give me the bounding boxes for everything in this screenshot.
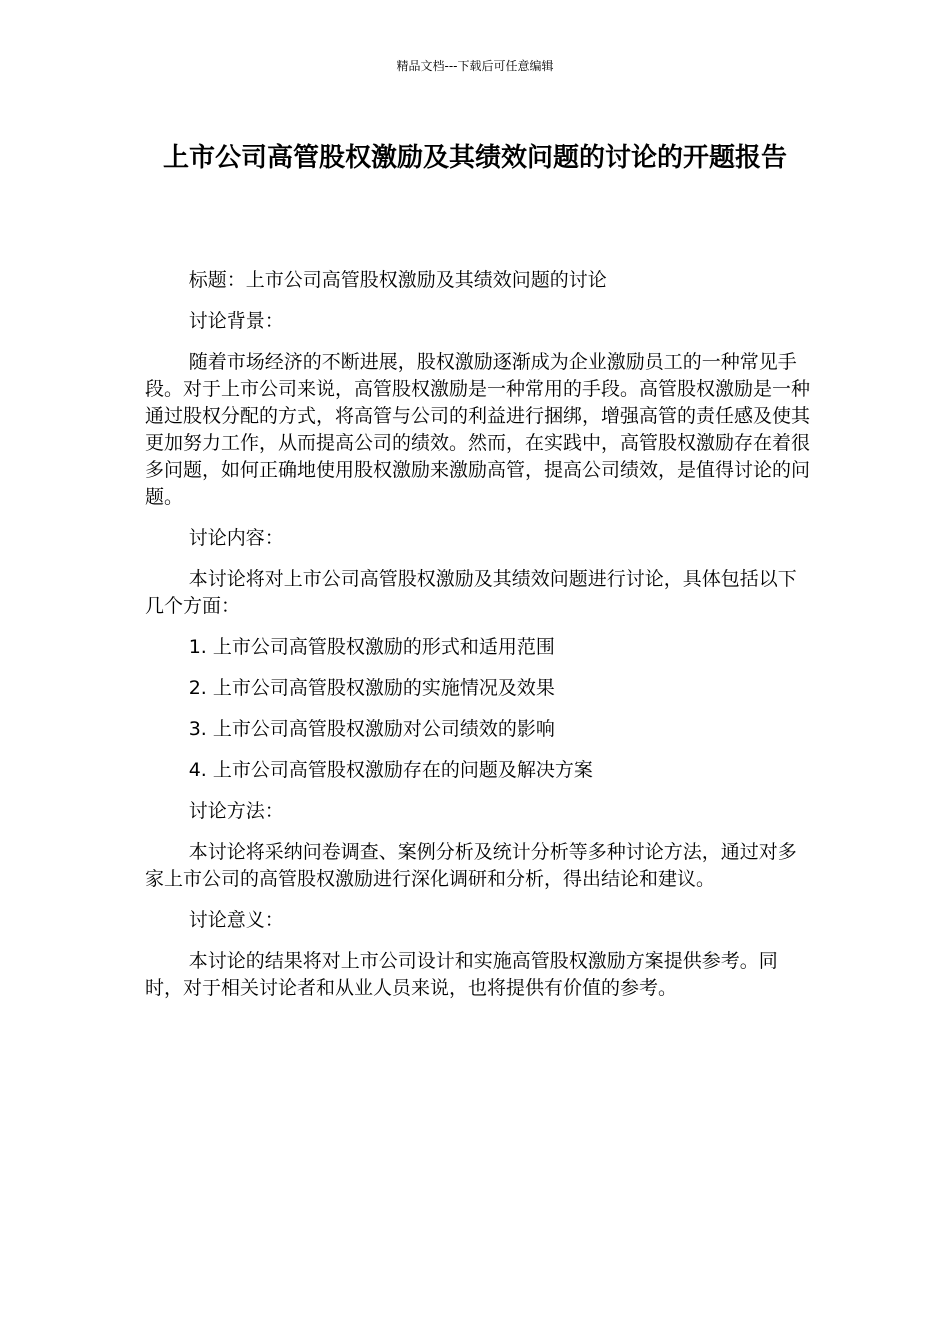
content-heading: 讨论内容： [188,527,284,549]
significance-heading: 讨论意义： [188,909,284,931]
content-list-item: 4. 上市公司高管股权激励存在的问题及解决方案 [188,759,593,781]
method-heading: 讨论方法： [188,800,284,822]
document-title: 上市公司高管股权激励及其绩效问题的讨论的开题报告 [162,143,787,173]
content-intro-paragraph: 本讨论将对上市公司高管股权激励及其绩效问题进行讨论，具体包括以下几个方面： [145,568,797,617]
background-heading: 讨论背景： [188,310,284,332]
content-list-item: 1. 上市公司高管股权激励的形式和适用范围 [188,636,555,658]
background-paragraph: 随着市场经济的不断进展，股权激励逐渐成为企业激励员工的一种常见手段。对于上市公司来说，高管股权激励是一种常用的手段。高管股权激励是一种通过股权分配的方式，将高管与公司的利益进行捆绑，增强高管的责任感及使其更加努力工作，从而提高公司的绩效。然而，在实践中，高管股权激励存在着很多问题，如何正确地使用股权激励来激励高管，提高公司绩效，是值得讨论的问题。 [145,351,811,508]
significance-paragraph: 本讨论的结果将对上市公司设计和实施高管股权激励方案提供参考。同时，对于相关讨论者和从业人员来说，也将提供有价值的参考。 [145,950,778,999]
header-note: 精品文档---下载后可任意编辑 [396,59,554,73]
content-list-item: 3. 上市公司高管股权激励对公司绩效的影响 [188,718,555,740]
content-list-item: 2. 上市公司高管股权激励的实施情况及效果 [188,677,555,699]
subject-line: 标题：上市公司高管股权激励及其绩效问题的讨论 [188,269,607,291]
document-body [145,267,810,1016]
method-paragraph: 本讨论将采纳问卷调查、案例分析及统计分析等多种讨论方法，通过对多家上市公司的高管股权激励进行深化调研和分析，得出结论和建议。 [145,841,797,890]
